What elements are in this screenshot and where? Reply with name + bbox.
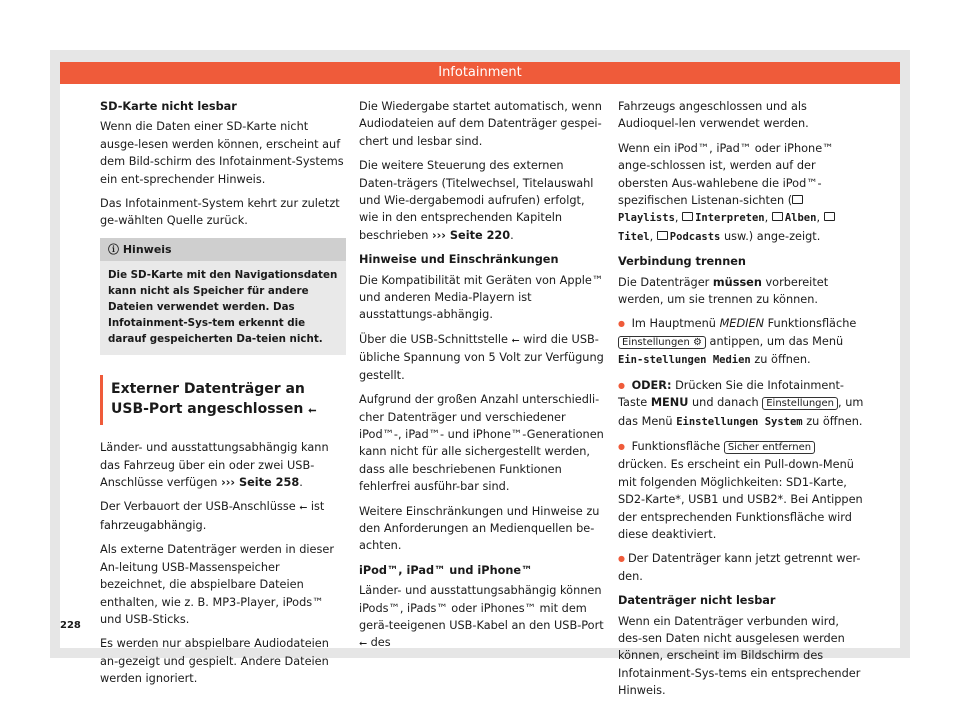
settings-button[interactable] bbox=[618, 336, 706, 349]
paragraph-text: vorbereitet werden, um sie trennen zu können. bbox=[618, 275, 829, 307]
paragraph: Wenn die Daten einer SD-Karte nicht ausge-lesen werden können, erscheint auf dem Bild-schirm des Infotainment-Systems ein ent-sprechender Hinweis. bbox=[100, 120, 344, 186]
paragraph: Die Kompatibilität mit Geräten von Apple™ und anderen Media-Playern ist ausstattungs-abhängig. bbox=[359, 273, 604, 322]
paragraph-text: zu öffnen. bbox=[806, 414, 863, 428]
bullet-item bbox=[618, 377, 864, 431]
page-reference-link[interactable]: ››› Seite 220 bbox=[432, 228, 511, 242]
paragraph-text: Wenn ein iPod™, iPad™ oder iPhone™ ange-schlossen ist, werden auf der obersten Aus-wahlebene die iPod™-spezifischen Listenan-sichten ( bbox=[618, 141, 834, 208]
paragraph-text: Funktionsfläche bbox=[767, 317, 857, 331]
paragraph: Die Wiedergabe startet automatisch, wenn Audiodateien auf dem Datenträger gespei-chert und lesbar sind. bbox=[359, 100, 602, 148]
paragraph-text: Über die USB-Schnittstelle bbox=[359, 332, 508, 346]
menu-text: Playlists bbox=[618, 212, 675, 225]
folder-icon bbox=[824, 212, 835, 221]
paragraph bbox=[359, 331, 605, 384]
folder-icon bbox=[792, 195, 803, 204]
usb-icon: ⭠ bbox=[299, 502, 308, 514]
paragraph: Weitere Einschränkungen und Hinweise zu den Anforderungen an Medienquellen be-achten. bbox=[359, 504, 600, 553]
settings-button-label: Einstellungen bbox=[622, 336, 690, 348]
heading-sd-card-unreadable: SD-Karte nicht lesbar bbox=[100, 100, 237, 113]
heading-notes-limitations: Hinweise und Einschränkungen bbox=[359, 253, 559, 267]
heading-ipod: iPod™, iPad™ und iPhone™ bbox=[359, 563, 533, 577]
menu-text: Podcasts bbox=[669, 230, 721, 243]
page-header: Infotainment bbox=[60, 62, 900, 84]
note-header bbox=[100, 238, 346, 261]
column-2 bbox=[359, 98, 605, 660]
usb-icon: ⭠ bbox=[308, 405, 317, 417]
usb-icon: ⭠ bbox=[359, 638, 367, 650]
paragraph-text: antippen, um das Menü bbox=[709, 334, 844, 348]
folder-icon bbox=[657, 231, 668, 240]
note-title: Hinweis bbox=[122, 242, 172, 256]
bullet-item bbox=[618, 438, 864, 543]
paragraph-text: ist fahrzeugabhängig. bbox=[100, 500, 325, 532]
paragraph-text: Der Datenträger kann jetzt getrennt wer-den. bbox=[618, 552, 861, 583]
settings-button[interactable]: Einstellungen bbox=[762, 397, 838, 410]
paragraph: Aufgrund der großen Anzahl unterschiedli-cher Datenträger und verschiedener iPod™-, iPad™- und iPhone™-Generationen kann nicht für alle sichergestellt werden, dass alle beschriebenen Funktionen fehlerfrei ausführ-bar sind. bbox=[359, 393, 604, 494]
section-title-text: Externer Datenträger an USB-Port angeschlossen bbox=[111, 381, 305, 418]
menu-text: Titel bbox=[618, 230, 650, 243]
menu-key-icon: MENU bbox=[650, 396, 689, 410]
paragraph: Das Infotainment-System kehrt zur zuletzt ge-wählten Quelle zurück. bbox=[100, 197, 340, 228]
paragraph-text: Im Hauptmenü bbox=[631, 317, 716, 331]
section-title bbox=[100, 375, 346, 425]
emphasis-text: ODER: bbox=[631, 378, 672, 392]
heading-disconnect: Verbindung trennen bbox=[618, 255, 746, 269]
paragraph-text: des bbox=[370, 636, 391, 650]
menu-text: Ein-stellungen Medien bbox=[618, 354, 751, 367]
menu-text: Einstellungen System bbox=[676, 415, 803, 428]
paragraph: Länder- und ausstattungsabhängig kann das Fahrzeug über ein oder zwei USB-Anschlüsse verfügen ››› Seite 258. bbox=[100, 441, 329, 490]
paragraph-text: wird die USB-übliche Spannung von 5 Volt zur Verfügung gestellt. bbox=[359, 332, 604, 382]
settings-icon: ⚙ bbox=[692, 336, 702, 348]
paragraph: Als externe Datenträger werden in dieser An-leitung USB-Massenspeicher bezeichnet, die abspielbare Dateien enthalten, wie z. B. MP3-Player, iPods™ und USB-Sticks. bbox=[100, 543, 334, 626]
paragraph: Wenn ein Datenträger verbunden wird, des-sen Daten nicht ausgelesen werden können, erscheint im Bildschirm des Infotainment-Sys-tems ein entsprechender Hinweis. bbox=[618, 614, 861, 698]
paragraph bbox=[100, 498, 346, 534]
paragraph-text: zu öffnen. bbox=[754, 353, 811, 367]
column-1 bbox=[100, 98, 346, 695]
menu-name: MEDIEN bbox=[719, 317, 765, 331]
page-number: 228 bbox=[60, 620, 81, 631]
note-box bbox=[100, 238, 346, 355]
menu-text: Alben bbox=[784, 212, 817, 225]
paragraph-text: und danach bbox=[692, 396, 759, 410]
heading-media-unreadable: Datenträger nicht lesbar bbox=[618, 594, 776, 608]
paragraph-text: drücken. Es erscheint ein Pull-down-Menü mit folgenden Möglichkeiten: SD1-Karte, SD2-Karte*, USB1 und USB2*. Bei Antippen der entsprechenden Funktionsfläche wird diese deaktiviert. bbox=[618, 458, 863, 541]
paragraph-text: Länder- und ausstattungsabhängig kann das Fahrzeug über ein oder zwei USB-Anschlüsse verfügen bbox=[100, 441, 329, 490]
folder-icon bbox=[772, 212, 783, 221]
paragraph bbox=[359, 582, 605, 653]
paragraph-text: usw.) ange-zeigt. bbox=[723, 229, 821, 243]
paragraph-text: Länder- und ausstattungsabhängig können iPods™, iPads™ oder iPhones™ mit dem gerä-teeigenen USB-Kabel an den USB-Port bbox=[359, 584, 604, 632]
paragraph: Wenn ein iPod™, iPad™ oder iPhone™ ange-schlossen ist, werden auf der obersten Aus-wahlebene die iPod™-spezifischen Listenan-sichten (Playlists, Interpreten, Alben, Titel, Podcasts usw.) ange-zeigt. bbox=[618, 141, 834, 243]
paragraph bbox=[618, 274, 864, 309]
paragraph: Es werden nur abspielbare Audiodateien an-gezeigt und gespielt. Andere Dateien werden ignoriert. bbox=[100, 637, 329, 686]
menu-text: Interpreten bbox=[695, 212, 765, 225]
paragraph-text: Die Datenträger bbox=[618, 275, 710, 289]
paragraph-text: Der Verbauort der USB-Anschlüsse bbox=[100, 500, 296, 514]
paragraph-text: Funktionsfläche bbox=[631, 439, 721, 453]
column-3 bbox=[618, 98, 864, 707]
paragraph: Die weitere Steuerung des externen Daten-trägers (Titelwechsel, Titelauswahl und Wie-dergabemodi aufrufen) erfolgt, wie in den entsprechenden Kapiteln beschrieben ››› Seite 220. bbox=[359, 159, 594, 242]
folder-icon bbox=[682, 212, 693, 221]
emphasis-text: müssen bbox=[712, 275, 762, 289]
paragraph-text: Drücken Sie die Infotainment-Taste bbox=[618, 378, 845, 410]
paragraph-text: , um das Menü bbox=[618, 396, 864, 428]
usb-icon: ⭠ bbox=[511, 334, 520, 346]
bullet-item bbox=[618, 550, 864, 585]
page-reference-link[interactable]: ››› Seite 258 bbox=[221, 476, 300, 490]
paragraph: Fahrzeugs angeschlossen und als Audioquel-len verwendet werden. bbox=[618, 100, 809, 131]
note-body: Die SD-Karte mit den Navigationsdaten kann nicht als Speicher für andere Dateien verwendet werden. Das Infotainment-Sys-tem erkennt die darauf gespeicherten Da-teien nicht. bbox=[108, 269, 338, 346]
safely-remove-button[interactable]: Sicher entfernen bbox=[724, 441, 815, 454]
paragraph-text: Die weitere Steuerung des externen Daten-trägers (Titelwechsel, Titelauswahl und Wie-dergabemodi aufrufen) erfolgt, wie in den entsprechenden Kapiteln beschrieben bbox=[359, 159, 594, 242]
bullet-item bbox=[618, 315, 864, 369]
info-icon: ⓘ bbox=[108, 242, 119, 256]
